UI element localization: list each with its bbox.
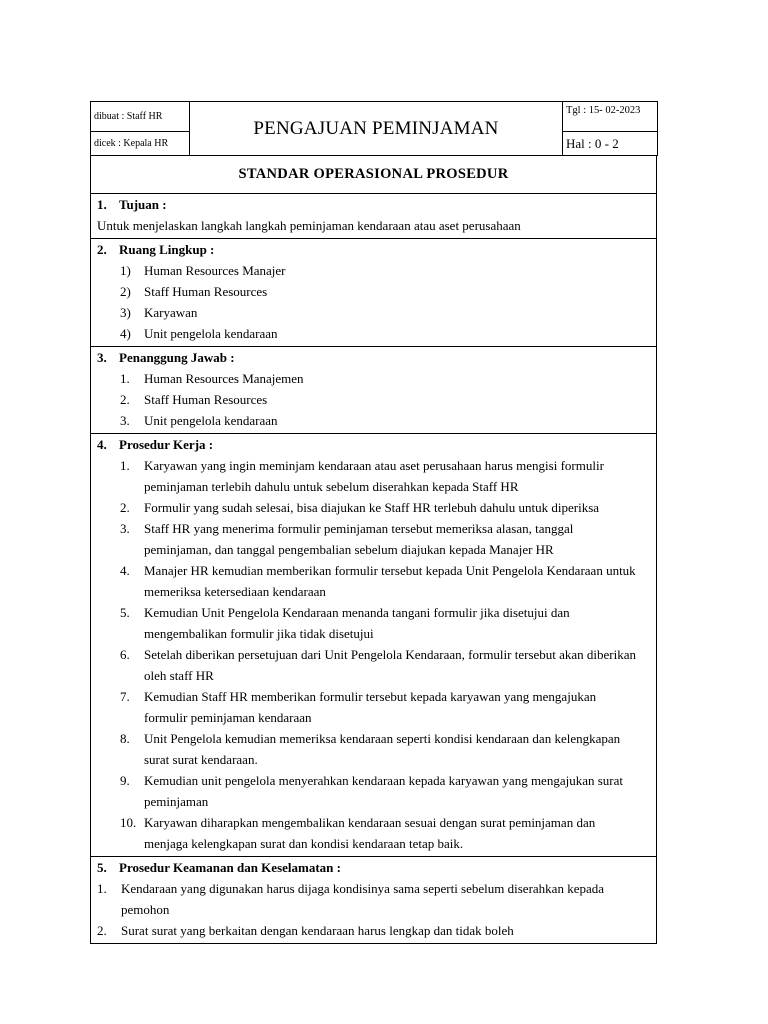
list-item: 5. Kemudian Unit Pengelola Kendaraan menanda tangani formulir jika disetujui dan mengembalikan formulir jika tidak disetujui xyxy=(120,605,570,641)
section-keamanan-keselamatan xyxy=(90,857,657,944)
sop-title: STANDAR OPERASIONAL PROSEDUR xyxy=(90,156,657,194)
list-item: 2. Formulir yang sudah selesai, bisa diajukan ke Staff HR terlebuh dahulu untuk diperiksa xyxy=(120,500,600,515)
section-title: 2. Ruang Lingkup : xyxy=(97,242,215,257)
section-penanggung-jawab xyxy=(90,347,657,434)
list-item: 3. Staff HR yang menerima formulir peminjaman tersebut memeriksa alasan, tanggal peminjaman, dan tanggal pengembalian sebelum diajukan kepada Manajer HR xyxy=(120,521,574,557)
sop-document xyxy=(90,101,657,944)
list-item: 10. Karyawan diharapkan mengembalikan kendaraan sesuai dengan surat peminjaman dan menjaga kelengkapan surat dan kondisi kendaraan tetap baik. xyxy=(120,815,596,851)
section-tujuan xyxy=(90,194,657,239)
checked-by-cell: dicek : Kepala HR xyxy=(91,132,190,156)
list-item: 2. Staff Human Resources xyxy=(120,392,268,407)
list-item: 1. Kendaraan yang digunakan harus dijaga kondisinya sama seperti sebelum diserahkan kepada pemohon xyxy=(97,881,604,917)
list-item: 2. Surat surat yang berkaitan dengan kendaraan harus lengkap dan tidak boleh xyxy=(97,923,514,938)
list-item: 7. Kemudian Staff HR memberikan formulir tersebut kepada karyawan yang mengajukan formulir peminjaman kendaraan xyxy=(120,689,597,725)
section-ruang-lingkup xyxy=(90,239,657,347)
list-item: 2) Staff Human Resources xyxy=(120,284,268,299)
list-item: 1. Human Resources Manajemen xyxy=(120,371,304,386)
header-table xyxy=(90,101,658,156)
page-cell: Hal : 0 - 2 xyxy=(563,132,658,156)
list-item: 9. Kemudian unit pengelola menyerahkan kendaraan kepada karyawan yang mengajukan surat peminjaman xyxy=(120,773,624,809)
section-title: 4. Prosedur Kerja : xyxy=(97,437,214,452)
list-item: 4. Manajer HR kemudian memberikan formulir tersebut kepada Unit Pengelola Kendaraan untuk memeriksa ketersediaan kendaraan xyxy=(120,563,636,599)
list-item: 8. Unit Pengelola kemudian memeriksa kendaraan seperti kondisi kendaraan dan kelengkapan surat surat kendaraan. xyxy=(120,731,621,767)
list-item: 6. Setelah diberikan persetujuan dari Unit Pengelola Kendaraan, formulir tersebut akan diberikan oleh staff HR xyxy=(120,647,637,683)
section-prosedur-kerja xyxy=(90,434,657,857)
list-item: 3. Unit pengelola kendaraan xyxy=(120,413,278,428)
list-item: 1) Human Resources Manajer xyxy=(120,263,286,278)
list-item: 4) Unit pengelola kendaraan xyxy=(120,326,278,341)
list-item: 1. Karyawan yang ingin meminjam kendaraan atau aset perusahaan harus mengisi formulir peminjaman terlebih dahulu untuk sebelum diserahkan kepada Staff HR xyxy=(120,458,604,494)
document-title: PENGAJUAN PEMINJAMAN xyxy=(190,102,563,156)
section-title: 3. Penanggung Jawab : xyxy=(97,350,235,365)
date-cell: Tgl : 15- 02-2023 xyxy=(563,102,658,132)
section-title: 1. Tujuan : xyxy=(97,197,167,212)
section-title: 5. Prosedur Keamanan dan Keselamatan : xyxy=(97,860,341,875)
list-item: 3) Karyawan xyxy=(120,305,198,320)
section-text: Untuk menjelaskan langkah langkah peminjaman kendaraan atau aset perusahaan xyxy=(97,218,521,233)
created-by-cell: dibuat : Staff HR xyxy=(91,102,190,132)
